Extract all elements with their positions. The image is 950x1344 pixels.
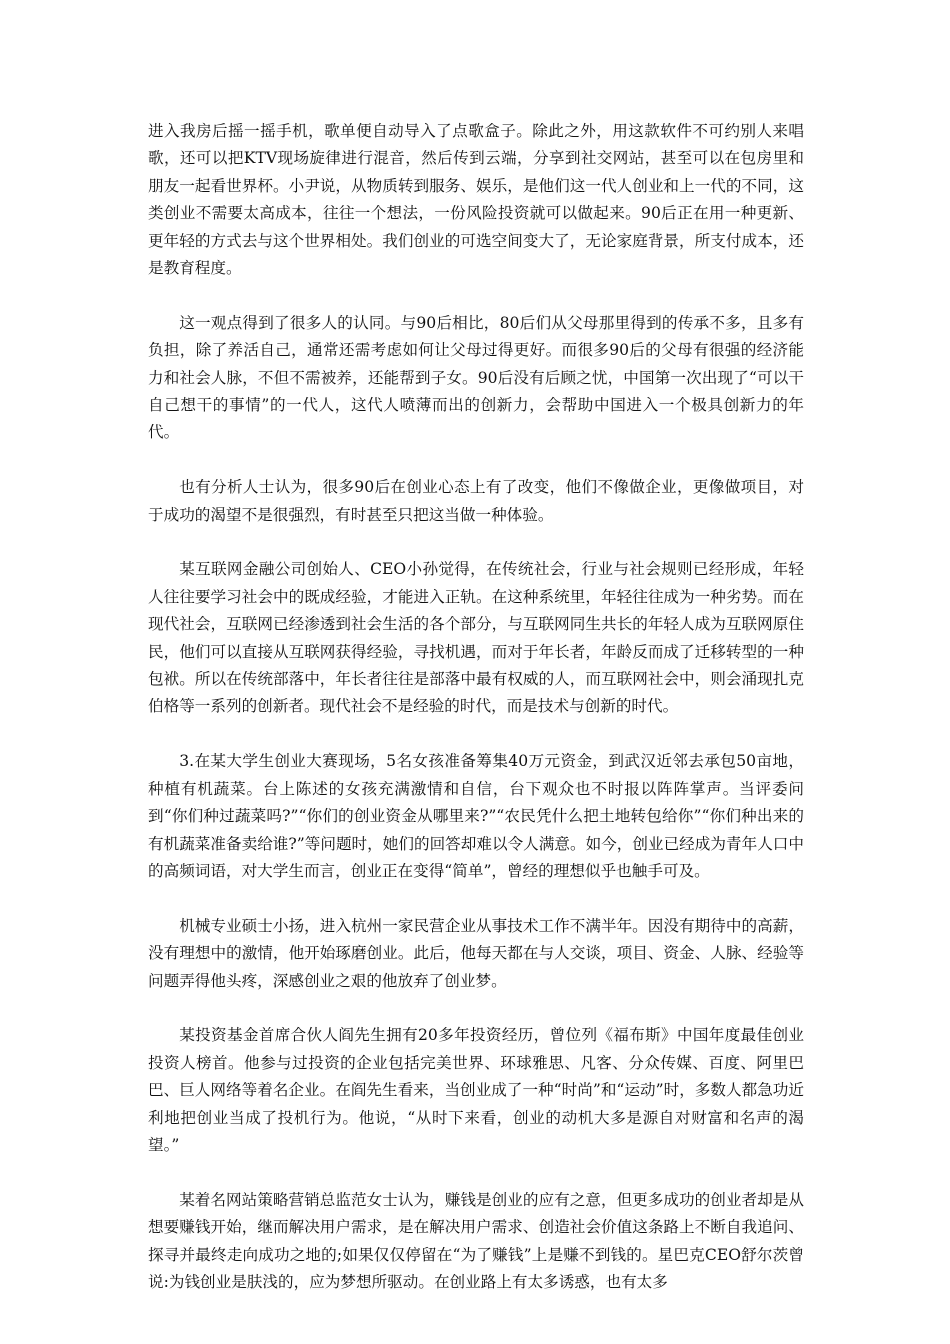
paragraph: 某着名网站策略营销总监范女士认为，赚钱是创业的应有之意，但更多成功的创业者却是从想要赚钱开始，继而解决用户需求，是在解决用户需求、创造社会价值这条路上不断自我追问、探寻并最终走向成功之地的;如果仅仅停留在“为了赚钱”上是赚不到钱的。星巴克CEO舒尔茨曾说:为钱创业是肤浅的，应为梦想所驱动。在创业路上有太多诱惑，也有太多 [148,1190,804,1291]
paragraph: 机械专业硕士小扬，进入杭州一家民营企业从事技术工作不满半年。因没有期待中的高薪，没有理想中的激情，他开始琢磨创业。此后，他每天都在与人交谈，项目、资金、人脉、经验等问题弄得他头疼，深感创业之艰的他放弃了创业梦。 [148,916,804,990]
paragraph: 3.在某大学生创业大赛现场，5名女孩准备筹集40万元资金，到武汉近邻去承包50亩地，种植有机蔬菜。台上陈述的女孩充满激情和自信，台下观众也不时报以阵阵掌声。当评委问到“你们种过蔬菜吗?”“你们的创业资金从哪里来?”“农民凭什么把土地转包给你”“你们种出来的有机蔬菜准备卖给谁?”等问题时，她们的回答却难以令人满意。如今，创业已经成为青年人口中的高频词语，对大学生而言，创业正在变得“简单”，曾经的理想似乎也触手可及。 [148,752,804,880]
paragraph: 这一观点得到了很多人的认同。与90后相比，80后们从父母那里得到的传承不多，且多有负担，除了养活自己，通常还需考虑如何让父母过得更好。而很多90后的父母有很强的经济能力和社会人脉，不但不需被养，还能帮到子女。90后没有后顾之忧，中国第一次出现了“可以干自己想干的事情”的一代人，这代人喷薄而出的创新力，会帮助中国进入一个极具创新力的年代。 [148,313,804,442]
paragraph: 某投资基金首席合伙人阎先生拥有20多年投资经历，曾位列《福布斯》中国年度最佳创业投资人榜首。他参与过投资的企业包括完美世界、环球雅思、凡客、分众传媒、百度、阿里巴巴、巨人网络等着名企业。在阎先生看来，当创业成了一种“时尚”和“运动”时，多数人都急功近利地把创业当成了投机行为。他说，“从时下来看，创业的动机大多是源自对财富和名声的渴望。” [148,1026,804,1154]
paragraph: 进入我房后摇一摇手机，歌单便自动导入了点歌盒子。除此之外，用这款软件不可约别人来唱歌，还可以把KTV现场旋律进行混音，然后传到云端，分享到社交网站，甚至可以在包房里和朋友一起看世界杯。小尹说，从物质转到服务、娱乐，是他们这一代人创业和上一代的不同，这类创业不需要太高成本，往往一个想法，一份风险投资就可以做起来。90后正在用一种更新、更年轻的方式去与这个世界相处。我们创业的可选空间变大了，无论家庭背景，所支付成本，还是教育程度。 [148,122,804,278]
paragraph: 某互联网金融公司创始人、CEO小孙觉得，在传统社会，行业与社会规则已经形成，年轻人往往要学习社会中的既成经验，才能进入正轨。在这种系统里，年轻往往成为一种劣势。而在现代社会，互联网已经渗透到社会生活的各个部分，与互联网同生共长的年轻人成为互联网原住民，他们可以直接从互联网获得经验，寻找机遇，而对于年长者，年龄反而成了迁移转型的一种包袱。所以在传统部落中，年长者往往是部落中最有权威的人，而互联网社会中，则会涌现扎克伯格等一系列的创新者。现代社会不是经验的时代，而是技术与创新的时代。 [148,560,804,716]
paragraph: 也有分析人士认为，很多90后在创业心态上有了改变，他们不像做企业，更像做项目，对于成功的渴望不是很强烈，有时甚至只把这当做一种体验。 [148,478,804,524]
document-body [148,118,804,1324]
